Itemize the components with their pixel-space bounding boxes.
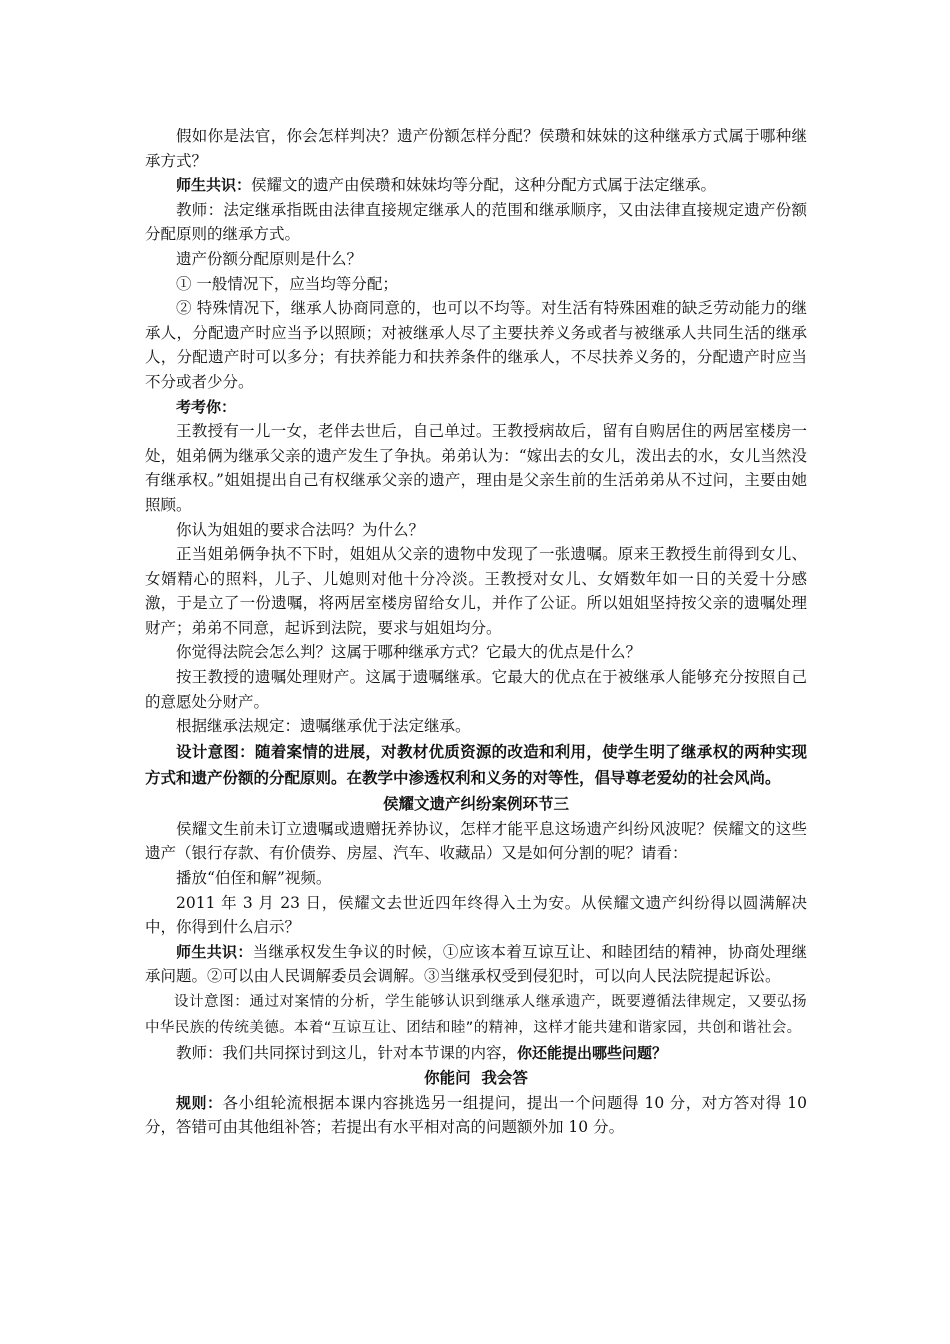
quiz-label: 考考你： <box>176 397 237 416</box>
consensus-label: 师生共识： <box>176 176 252 195</box>
rules-label: 规则： <box>176 1093 223 1112</box>
paragraph-will-found: 正当姐弟俩争执不下时，姐姐从父亲的遗物中发现了一张遗嘱。原来王教授生前得到女儿、女婿精心的照料，儿子、儿媳则对他十分冷淡。王教授对女儿、女婿数年如一日的关爱十分感激，于是立了一份遗嘱，将两居室楼房留给女儿，并作了公证。所以姐姐坚持按父亲的遗嘱处理财产；弟弟不同意，起诉到法院，要求与姐姐均分。 <box>145 545 807 637</box>
paragraph-principle-1: ① 一般情况下，应当均等分配； <box>176 274 398 293</box>
paragraph-design-intent-2: 设计意图：通过对案情的分析，学生能够认识到继承人继承遗产，既要遵循法律规定，又要弘扬中华民族的传统美德。本着“互谅互让、团结和睦”的精神，这样才能共建和谐家园，共创和谐社会。 <box>145 994 807 1036</box>
paragraph-legal-inheritance-definition: 教师：法定继承指既由法律直接规定继承人的范围和继承顺序，又由法律直接规定遗产份额分配原则的继承方式。 <box>145 200 807 244</box>
teacher-prompt-text: 教师：我们共同探讨到这儿，针对本节课的内容， <box>176 1044 518 1062</box>
paragraph-rules <box>145 1091 807 1140</box>
paragraph-teacher-prompt <box>145 1041 807 1066</box>
consensus-text: 侯耀文的遗产由侯瓒和妹妹均等分配，这种分配方式属于法定继承。 <box>251 176 717 195</box>
document-page <box>145 124 807 1140</box>
paragraph-case-wang: 王教授有一儿一女，老伴去世后，自己单过。王教授病故后，留有自购居住的两居室楼房一处，姐弟俩为继承父亲的遗产发生了争执。弟弟认为：“嫁出去的女儿，泼出去的水，女儿当然没有继承权。”姐姐提出自己有权继承父亲的遗产，理由是父亲生前的生活弟弟从不过问，主要由她照顾。 <box>145 422 807 514</box>
paragraph-consensus-1 <box>145 173 807 198</box>
paragraph-sister-question: 你认为姐姐的要求合法吗？为什么？ <box>176 520 425 539</box>
paragraph-judge-question: 假如你是法官，你会怎样判决？遗产份额怎样分配？侯瓒和妹妹的这种继承方式属于哪种继承方式？ <box>145 127 807 170</box>
section-heading-case-part-3: 侯耀文遗产纠纷案例环节三 <box>382 794 569 813</box>
paragraph-play-video: 播放“伯侄和解”视频。 <box>176 869 332 888</box>
paragraph-share-principle-question: 遗产份额分配原则是什么？ <box>176 249 363 268</box>
paragraph-date-enlightenment: 2011 年 3 月 23 日，侯耀文去世近四年终得入土为安。从侯耀文遗产纠纷得以圆满解决中，你得到什么启示？ <box>145 893 807 937</box>
paragraph-consensus-2 <box>145 940 807 989</box>
section-heading-qa: 你能问 我会答 <box>424 1068 528 1087</box>
paragraph-law-rule: 根据继承法规定：遗嘱继承优于法定继承。 <box>176 717 471 736</box>
consensus-text-2: 当继承权发生争议的时候，①应该本着互谅互让、和睦团结的精神，协商处理继承问题。②可以由人民调解委员会调解。③当继承权受到侵犯时，可以向人民法院提起诉讼。 <box>145 942 807 986</box>
rules-text: 各小组轮流根据本课内容挑选另一组提问，提出一个问题得 10 分，对方答对得 10 分，答错可由其他组补答；若提出有水平相对高的问题额外加 10 分。 <box>145 1093 807 1137</box>
paragraph-hou-estate: 侯耀文生前未订立遗嘱或遗赠抚养协议，怎样才能平息这场遗产纠纷风波呢？侯耀文的这些遗产（银行存款、有价债券、房屋、汽车、收藏品）又是如何分割的呢？请看： <box>145 819 807 863</box>
paragraph-quiz-label <box>145 395 807 420</box>
paragraph-design-intent-1: 设计意图：随着案情的进展，对教材优质资源的改造和利用，使学生明了继承权的两种实现方式和遗产份额的分配原则。在教学中渗透权利和义务的对等性，倡导尊老爱幼的社会风尚。 <box>145 742 807 788</box>
paragraph-principle-2: ② 特殊情况下，继承人协商同意的，也可以不均等。对生活有特殊困难的缺乏劳动能力的继承人，分配遗产时应当予以照顾；对被继承人尽了主要扶养义务或者与被继承人共同生活的继承人，分配遗产时可以多分；有扶养能力和扶养条件的继承人，不尽扶养义务的，分配遗产时应当不分或者少分。 <box>145 299 807 391</box>
teacher-prompt-bold: 你还能提出哪些问题？ <box>517 1044 668 1062</box>
paragraph-will-inheritance: 按王教授的遗嘱处理财产。这属于遗嘱继承。它最大的优点在于被继承人能够充分按照自己的意愿处分财产。 <box>145 668 807 711</box>
paragraph-court-question: 你觉得法院会怎么判？这属于哪种继承方式？它最大的优点是什么？ <box>176 643 642 662</box>
consensus-label-2: 师生共识： <box>176 942 253 961</box>
